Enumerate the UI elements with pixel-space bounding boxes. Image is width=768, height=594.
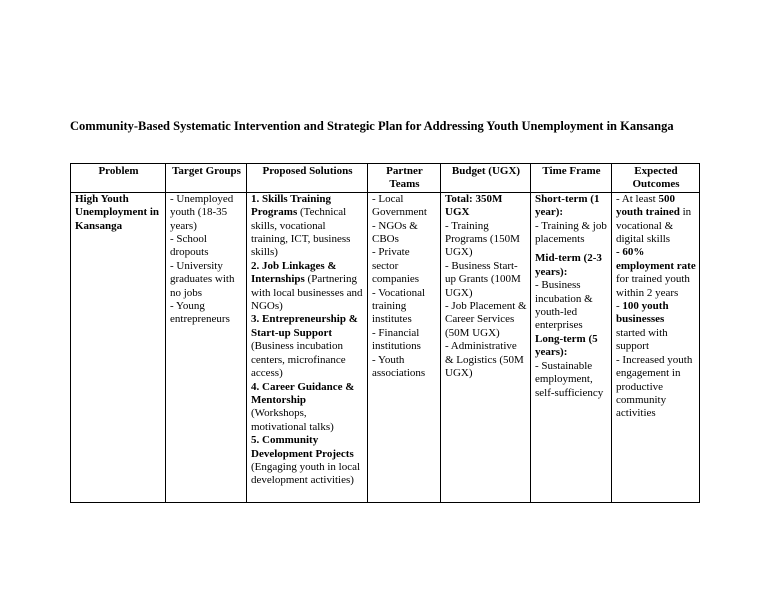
solution-title: 1. Skills Training Programs <box>251 192 331 219</box>
partner-item: - Youth associations <box>372 353 426 380</box>
budget-item: - Business Start-up Grants (100M UGX) <box>445 259 521 299</box>
target-group-item: - University graduates with no jobs <box>170 259 235 299</box>
time-frame-desc: - Business incubation & youth-led enterprises <box>535 279 593 332</box>
outcome-text: in vocational & digital skills <box>616 206 692 246</box>
header-partner-teams: Partner Teams <box>368 164 441 193</box>
cell-time-frame <box>531 192 612 502</box>
outcome-item <box>616 300 696 354</box>
budget-item: - Administrative & Logistics (50M UGX) <box>445 340 524 380</box>
outcome-text: - At least <box>616 192 659 205</box>
solution-item <box>251 313 364 380</box>
partner-item: - Financial institutions <box>372 326 421 353</box>
header-budget: Budget (UGX) <box>441 164 531 193</box>
solution-item <box>251 193 364 260</box>
solution-title: 2. Job Linkages & Internships <box>251 259 337 286</box>
solution-title: 3. Entrepreneurship & Start-up Support <box>251 313 358 339</box>
cell-partner-teams <box>368 192 441 502</box>
budget-item: - Job Placement & Career Services (50M UGX) <box>445 300 527 339</box>
time-frame-label: Long-term (5 years): <box>535 332 598 359</box>
time-frame-desc: - Training & job placements <box>535 219 607 246</box>
cell-expected-outcomes <box>612 192 700 502</box>
header-proposed-solutions: Proposed Solutions <box>247 164 368 193</box>
target-group-item: - Young entrepreneurs <box>170 300 230 326</box>
partner-item: - Vocational training institutes <box>372 286 426 326</box>
table-row <box>71 192 700 502</box>
header-problem: Problem <box>71 164 166 193</box>
outcome-item: - Increased youth engagement in productive community activities <box>616 353 693 420</box>
outcome-item <box>616 193 696 247</box>
cell-problem <box>71 192 166 502</box>
solution-title: 5. Community Development Projects <box>251 434 354 460</box>
outcome-text: - <box>616 300 623 313</box>
time-frame-label: Short-term (1 year): <box>535 192 600 219</box>
partner-item: - Local Government <box>372 192 427 219</box>
budget-item: - Training Programs (150M UGX) <box>445 219 520 259</box>
outcome-highlight: 500 youth trained <box>616 192 680 219</box>
header-target-groups: Target Groups <box>166 164 247 193</box>
target-group-item: - Unemployed youth (18-35 years) <box>170 192 234 232</box>
solution-desc: (Partnering with local businesses and NGOs) <box>251 273 363 313</box>
solution-desc: (Workshops, motivational talks) <box>251 407 334 433</box>
table-header-row <box>71 164 700 193</box>
solution-item <box>251 381 364 435</box>
budget-total: Total: 350M UGX <box>445 192 503 219</box>
outcome-highlight: 100 youth businesses <box>616 300 669 326</box>
document-title: Community-Based Systematic Intervention and Strategic Plan for Addressing Youth Unemployment in Kansanga <box>70 119 674 133</box>
solution-desc: (Engaging youth in local development activities) <box>251 460 361 487</box>
outcome-highlight: - 60% employment rate <box>616 246 696 272</box>
time-frame-desc: - Sustainable employment, self-sufficiency <box>535 359 604 399</box>
outcome-item <box>616 246 696 300</box>
strategic-plan-table <box>70 163 700 503</box>
cell-proposed-solutions <box>247 192 368 502</box>
header-time-frame: Time Frame <box>531 164 612 193</box>
problem-text: High Youth Unemployment in Kansanga <box>75 192 160 232</box>
solution-title: 4. Career Guidance & Mentorship <box>251 380 355 406</box>
solution-desc: (Technical skills, vocational training, ICT, business skills) <box>251 206 351 259</box>
solution-item <box>251 434 364 488</box>
outcome-text: started with support <box>616 326 668 353</box>
partner-item: - NGOs & CBOs <box>372 219 418 246</box>
header-expected-outcomes: Expected Outcomes <box>612 164 700 193</box>
partner-item: - Private sector companies <box>372 246 420 286</box>
outcome-text: for trained youth within 2 years <box>616 273 690 299</box>
cell-budget <box>441 192 531 502</box>
cell-target-groups <box>166 192 247 502</box>
target-group-item: - School dropouts <box>170 233 209 259</box>
solution-desc: (Business incubation centers, microfinance access) <box>251 340 346 380</box>
solution-item <box>251 260 364 314</box>
time-frame-label: Mid-term (2-3 years): <box>535 252 602 278</box>
